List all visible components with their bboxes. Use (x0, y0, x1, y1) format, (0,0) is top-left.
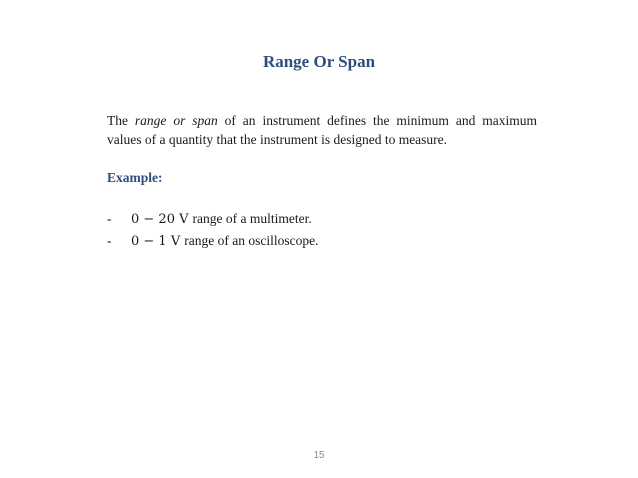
list-item (107, 208, 318, 230)
example-text: range of an oscilloscope. (184, 233, 319, 248)
bullet-dash: - (107, 211, 112, 226)
definition-prefix: The (107, 113, 135, 128)
definition-suffix: of an instrument defines the minimum and maximum (217, 113, 537, 128)
example-range: 0 − 20 V (131, 212, 189, 227)
definition-term: range or span (134, 113, 218, 128)
definition-line-1 (107, 111, 537, 130)
page-title: Range Or Span (262, 52, 376, 71)
example-text: range of a multimeter. (192, 211, 312, 226)
example-range: 0 − 1 V (131, 234, 181, 249)
page-number: 15 (313, 450, 325, 461)
definition-paragraph (107, 111, 537, 149)
list-item (107, 230, 318, 252)
definition-line-2: values of a quantity that the instrument is designed to measure. (107, 132, 448, 147)
example-heading: Example: (107, 170, 163, 185)
bullet-dash: - (107, 233, 112, 248)
example-list (107, 208, 318, 252)
